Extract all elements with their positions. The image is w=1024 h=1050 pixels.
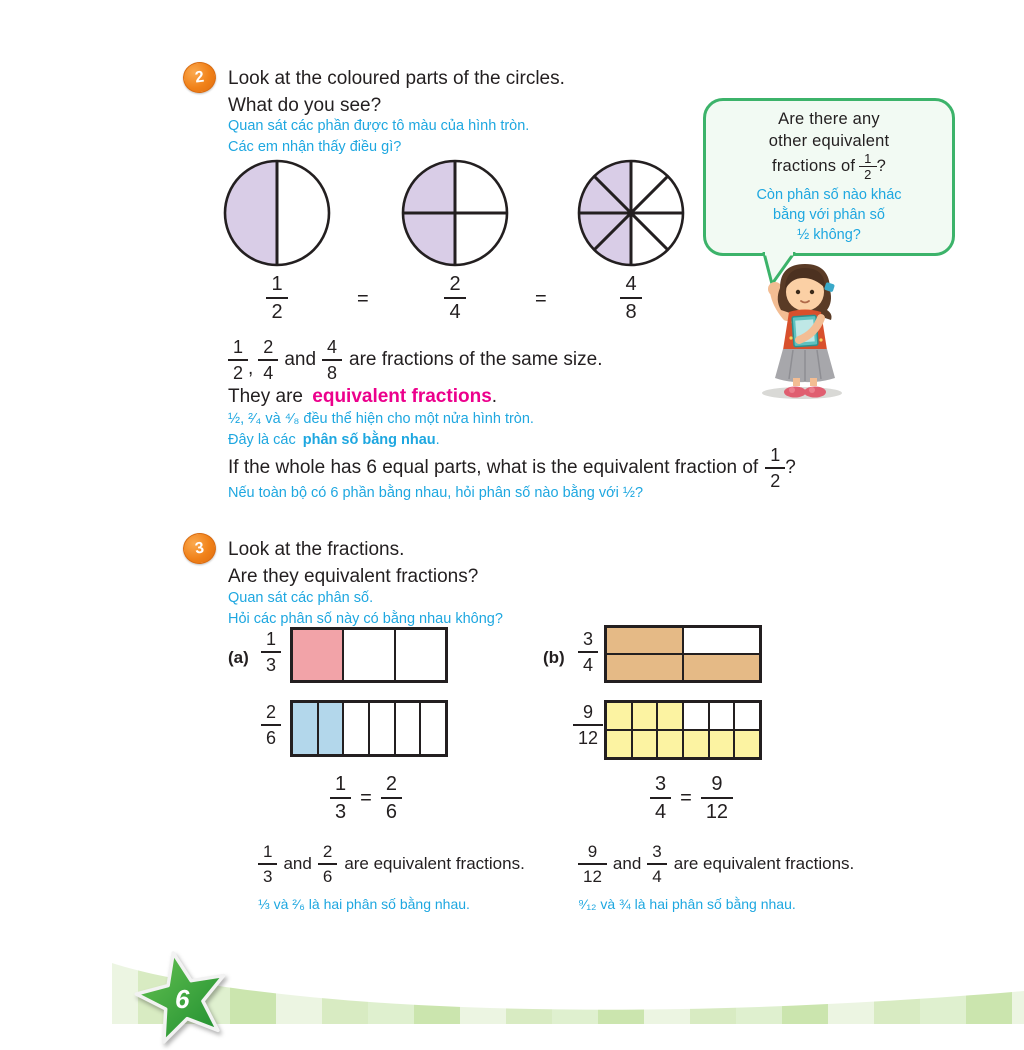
equals-sign: =: [535, 288, 547, 310]
vi-period: .: [435, 432, 440, 448]
fraction-two-sixths: [381, 774, 402, 822]
empty-cell: [682, 628, 759, 653]
empty-cell: [342, 703, 368, 754]
numerator: 1: [335, 773, 347, 795]
numerator: 4: [327, 337, 338, 357]
shaded-cell: [607, 655, 682, 680]
shaded-cell: [682, 731, 708, 757]
six-parts-question-vi: Nếu toàn bộ có 6 phần bằng nhau, hỏi phân số nào bằng với ½?: [228, 485, 644, 501]
denominator: 3: [258, 863, 277, 885]
bubble-question-mark: ?: [876, 157, 886, 176]
shaded-cell: [317, 703, 343, 754]
and-word: and: [284, 348, 317, 370]
denominator: 3: [330, 797, 351, 822]
shaded-half: [225, 161, 277, 265]
they-are-text: They are: [228, 386, 303, 407]
shaded-cell: [656, 703, 682, 729]
bubble-fractions-of: fractions of: [772, 157, 856, 176]
grid-row: [607, 729, 759, 757]
section2-prompt-vi-1: Quan sát các phần được tô màu của hình tròn.: [228, 118, 530, 134]
numerator: 1: [263, 842, 273, 861]
denominator: 8: [322, 359, 342, 382]
numerator: 1: [265, 629, 276, 649]
vi-prefix: Đây là các: [228, 432, 296, 448]
denominator: 6: [318, 863, 337, 885]
fraction-three-quarters: [650, 774, 671, 822]
page-number-star: [133, 946, 233, 1050]
page-number: 6: [175, 984, 190, 1014]
numerator: 1: [864, 151, 872, 167]
bubble-vi-line3: ½ không?: [797, 226, 861, 243]
grid-row: [293, 703, 445, 754]
denominator: 2: [859, 166, 876, 181]
fraction-one-half: [765, 446, 785, 490]
bubble-vi-line2: bằng với phân số: [773, 206, 885, 223]
empty-cell: [368, 703, 394, 754]
empty-cell: [394, 630, 445, 680]
bubble-en-line2: other equivalent: [768, 131, 890, 150]
shaded-cell: [733, 731, 759, 757]
example-a-label: (a): [228, 648, 249, 667]
fraction-one-half: [247, 274, 307, 322]
fraction-nine-twelfths: [568, 703, 608, 747]
numerator: 1: [271, 273, 283, 295]
denominator: 2: [765, 467, 785, 490]
shaded-cell: [293, 703, 317, 754]
denominator: 4: [647, 863, 666, 885]
denominator: 3: [261, 651, 281, 674]
bubble-fraction: [859, 152, 876, 181]
denominator: 6: [261, 724, 281, 747]
same-size-statement: [228, 338, 602, 382]
denominator: 12: [701, 797, 733, 822]
numerator: 9: [582, 702, 593, 722]
denominator: 4: [258, 359, 278, 382]
fraction-two-quarters: [258, 338, 278, 382]
fraction-two-quarters: [425, 274, 485, 322]
fraction-one-third: [255, 630, 287, 674]
shaded-cell: [631, 731, 657, 757]
girl-character-illustration: [735, 250, 865, 400]
section2-prompt-vi-2: Các em nhận thấy điều gì?: [228, 139, 402, 155]
period: .: [491, 386, 498, 407]
question-mark: ?: [785, 456, 796, 478]
numerator: 3: [582, 629, 593, 649]
and-word: and: [283, 854, 312, 874]
example-b-label: (b): [543, 648, 565, 667]
numerator: 3: [655, 773, 667, 795]
denominator: 8: [620, 297, 641, 322]
shaded-cell: [708, 731, 734, 757]
fraction-one-third: [330, 774, 351, 822]
numerator: 2: [263, 337, 274, 357]
shaded-cell: [607, 703, 631, 729]
equivalent-fractions-term: equivalent fractions: [312, 386, 492, 407]
comma: ,: [248, 357, 254, 379]
numerator: 1: [770, 445, 781, 465]
conclusion-text: are equivalent fractions.: [344, 854, 525, 874]
bubble-vi-line1: Còn phân số nào khác: [756, 187, 902, 204]
numerator: 9: [711, 773, 723, 795]
grid-row: [607, 653, 759, 680]
shaded-cell: [631, 703, 657, 729]
grid-model-three-quarters: [604, 625, 762, 683]
section2-prompt-en-2: What do you see?: [228, 95, 382, 116]
same-size-text: are fractions of the same size.: [349, 348, 603, 370]
conclusion-a-vi: ⅓ và ²⁄₆ là hai phân số bằng nhau.: [258, 896, 470, 912]
numerator: 2: [265, 702, 276, 722]
conclusion-a: [258, 843, 525, 885]
denominator: 12: [573, 724, 603, 747]
section-3-badge: [181, 531, 218, 566]
empty-cell: [419, 703, 445, 754]
vi-bold-term: phân số bằng nhau: [302, 432, 436, 448]
grid-row: [293, 630, 445, 680]
numerator: 9: [587, 842, 598, 861]
fraction-nine-twelfths: [701, 774, 733, 822]
equation-b: [650, 774, 733, 822]
speech-bubble: [703, 98, 955, 256]
shaded-cell: [607, 731, 631, 757]
denominator: 4: [444, 297, 465, 322]
empty-cell: [733, 703, 759, 729]
circle-diagram-quarters: [400, 158, 510, 268]
shaded-cell: [682, 655, 759, 680]
circle-diagram-halves: [222, 158, 332, 268]
empty-cell: [708, 703, 734, 729]
section-2-number: 2: [193, 67, 206, 87]
conclusion-b-vi: ⁹⁄₁₂ và ¾ là hai phân số bằng nhau.: [578, 896, 796, 912]
fraction-four-eighths: [322, 338, 342, 382]
denominator: 6: [381, 797, 402, 822]
section2-prompt-en-1: Look at the coloured parts of the circles.: [228, 68, 565, 89]
conclusion-b: [578, 843, 854, 885]
shaded-cell: [293, 630, 342, 680]
circle-diagram-eighths: [576, 158, 686, 268]
question-text: If the whole has 6 equal parts, what is the equivalent fraction of: [228, 456, 759, 478]
section-2-badge: [181, 60, 218, 95]
numerator: 3: [652, 842, 662, 861]
section3-prompt-en-1: Look at the fractions.: [228, 539, 405, 560]
bubble-en-line3: [772, 152, 886, 181]
equals-sign: =: [357, 288, 369, 310]
statement-vi-1: ½, ²⁄₄ và ⁴⁄₈ đều thể hiện cho một nửa hình tròn.: [228, 411, 534, 427]
fraction-two-sixths: [318, 843, 337, 885]
bar-model-two-sixths: [290, 700, 448, 757]
fraction-nine-twelfths: [578, 843, 607, 885]
equals-sign: =: [360, 786, 372, 809]
section-3-number: 3: [193, 538, 206, 558]
denominator: 2: [228, 359, 248, 382]
empty-cell: [342, 630, 393, 680]
fraction-four-eighths: [601, 274, 661, 322]
fraction-one-third: [258, 843, 277, 885]
section3-prompt-vi-1: Quan sát các phân số.: [228, 590, 374, 606]
grid-row: [607, 628, 759, 653]
fraction-three-quarters: [572, 630, 604, 674]
equivalent-statement: [228, 384, 497, 410]
shaded-cell: [607, 628, 682, 653]
denominator: 4: [578, 651, 598, 674]
fraction-one-half: [228, 338, 248, 382]
and-word: and: [612, 854, 642, 874]
section3-prompt-en-2: Are they equivalent fractions?: [228, 566, 479, 587]
fraction-three-quarters: [647, 843, 666, 885]
denominator: 4: [650, 797, 671, 822]
bar-model-one-third: [290, 627, 448, 683]
equals-sign: =: [680, 786, 692, 809]
empty-cell: [394, 703, 420, 754]
grid-model-nine-twelfths: [604, 700, 762, 760]
numerator: 2: [322, 842, 333, 861]
denominator: 2: [266, 297, 287, 322]
shaded-cell: [656, 731, 682, 757]
equation-a: [330, 774, 402, 822]
section3-prompt-vi-2: Hỏi các phân số này có bằng nhau không?: [228, 611, 503, 627]
grid-row: [607, 703, 759, 729]
denominator: 12: [578, 863, 607, 885]
numerator: 2: [449, 273, 461, 295]
fraction-two-sixths: [255, 703, 287, 747]
numerator: 4: [625, 273, 637, 295]
numerator: 1: [233, 337, 244, 357]
numerator: 2: [385, 773, 397, 795]
bubble-en-line1: Are there any: [778, 109, 880, 128]
empty-cell: [682, 703, 708, 729]
conclusion-text: are equivalent fractions.: [673, 854, 855, 874]
